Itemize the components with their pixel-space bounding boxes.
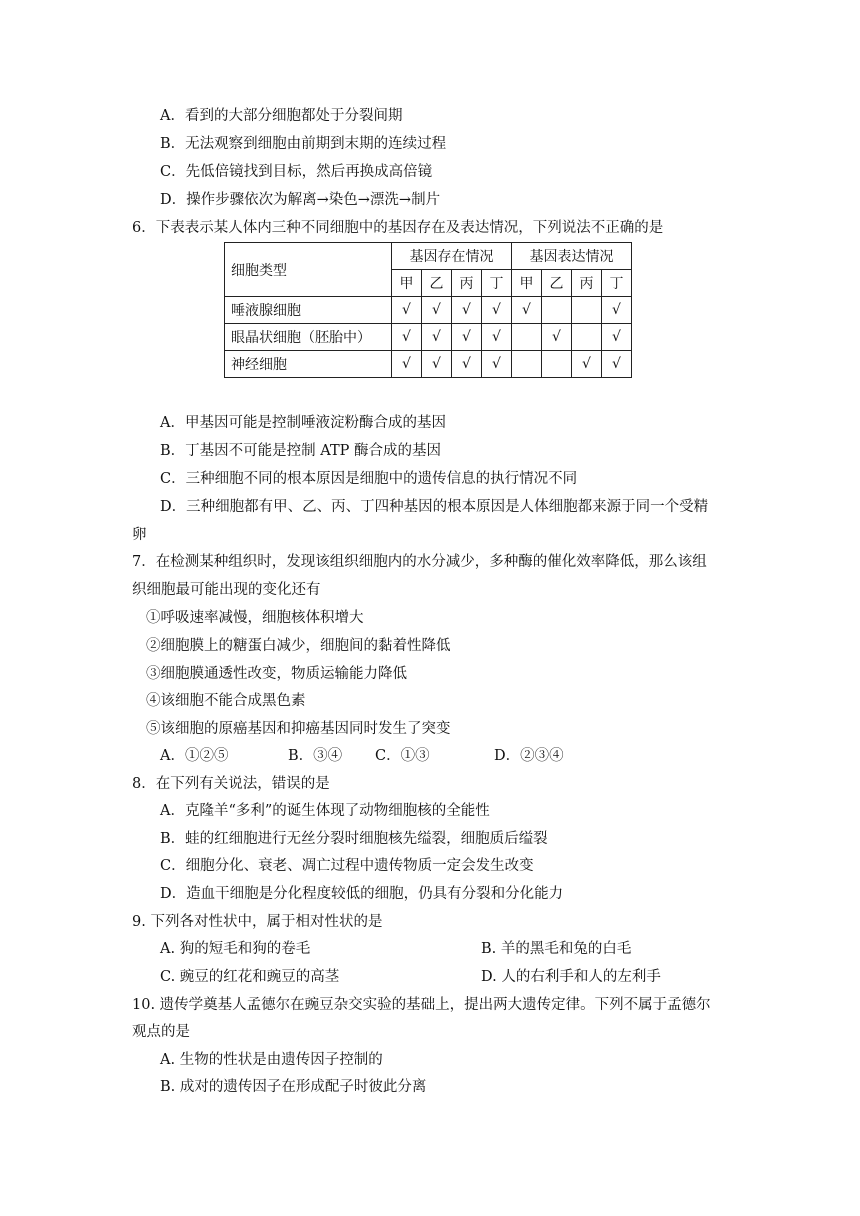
table-cell bbox=[512, 351, 542, 378]
gene-header: 丙 bbox=[452, 270, 482, 297]
table-row bbox=[225, 297, 632, 324]
table-cell bbox=[572, 297, 602, 324]
q7-item: ②细胞膜上的糖蛋白减少，细胞间的黏着性降低 bbox=[146, 638, 451, 654]
table-cell: √ bbox=[542, 324, 572, 351]
table-cell: √ bbox=[422, 351, 452, 378]
q6-option-b: B．丁基因不可能是控制 ATP 酶合成的基因 bbox=[160, 443, 441, 459]
table-cell bbox=[512, 324, 542, 351]
table-cell: √ bbox=[392, 297, 422, 324]
row-label: 眼晶状细胞（胚胎中） bbox=[225, 324, 392, 351]
table-row bbox=[225, 324, 632, 351]
group-header-existence: 基因存在情况 bbox=[392, 243, 512, 270]
table-cell bbox=[542, 351, 572, 378]
q8-option-d: D．造血干细胞是分化程度较低的细胞，仍具有分裂和分化能力 bbox=[160, 886, 564, 902]
row-label: 唾液腺细胞 bbox=[225, 297, 392, 324]
q7-answer-d: D．②③④ bbox=[494, 748, 564, 764]
q10-stem: 10. 遗传学奠基人孟德尔在豌豆杂交实验的基础上，提出两大遗传定律。下列不属于孟德尔 bbox=[132, 997, 711, 1013]
q7-answer-a: A．①②⑤ bbox=[160, 748, 229, 764]
table-cell: √ bbox=[422, 324, 452, 351]
q10-option-b: B. 成对的遗传因子在形成配子时彼此分离 bbox=[160, 1079, 427, 1095]
q7-answer-b: B．③④ bbox=[288, 748, 343, 764]
table-cell: √ bbox=[602, 351, 632, 378]
table-row bbox=[225, 351, 632, 378]
q5-option-b: B．无法观察到细胞由前期到末期的连续过程 bbox=[160, 136, 447, 152]
q9-stem: 9. 下列各对性状中，属于相对性状的是 bbox=[132, 914, 383, 930]
row-label: 神经细胞 bbox=[225, 351, 392, 378]
q6-option-d: D．三种细胞都有甲、乙、丙、丁四种基因的根本原因是人体细胞都来源于同一个受精 bbox=[160, 499, 709, 515]
table-corner-header: 细胞类型 bbox=[225, 243, 392, 297]
table-cell: √ bbox=[482, 297, 512, 324]
q5-option-c: C．先低倍镜找到目标，然后再换成高倍镜 bbox=[160, 164, 433, 180]
table-cell: √ bbox=[482, 351, 512, 378]
q9-option-d: D. 人的右利手和人的左利手 bbox=[481, 969, 661, 985]
table-cell: √ bbox=[602, 297, 632, 324]
q9-option-c: C. 豌豆的红花和豌豆的高茎 bbox=[160, 969, 340, 985]
q5-option-a: A．看到的大部分细胞都处于分裂间期 bbox=[160, 108, 403, 124]
q7-item: ⑤该细胞的原癌基因和抑癌基因同时发生了突变 bbox=[146, 721, 451, 737]
gene-header: 丙 bbox=[572, 270, 602, 297]
q8-stem: 8．在下列有关说法，错误的是 bbox=[132, 776, 330, 792]
gene-header: 乙 bbox=[422, 270, 452, 297]
table-cell: √ bbox=[452, 297, 482, 324]
q10-option-a: A. 生物的性状是由遗传因子控制的 bbox=[160, 1052, 383, 1068]
group-header-expression: 基因表达情况 bbox=[512, 243, 632, 270]
q8-option-b: B．蛙的红细胞进行无丝分裂时细胞核先缢裂，细胞质后缢裂 bbox=[160, 831, 548, 847]
q6-option-c: C．三种细胞不同的根本原因是细胞中的遗传信息的执行情况不同 bbox=[160, 471, 578, 487]
q7-item: ①呼吸速率减慢，细胞核体积增大 bbox=[146, 610, 364, 626]
q8-option-a: A．克隆羊“多利”的诞生体现了动物细胞核的全能性 bbox=[160, 803, 490, 819]
q6-stem: 6．下表表示某人体内三种不同细胞中的基因存在及表达情况，下列说法不正确的是 bbox=[132, 220, 664, 236]
gene-header: 乙 bbox=[542, 270, 572, 297]
table-cell: √ bbox=[452, 351, 482, 378]
gene-expression-table bbox=[224, 242, 632, 378]
table-cell: √ bbox=[392, 324, 422, 351]
table-cell bbox=[542, 297, 572, 324]
q9-option-b: B. 羊的黑毛和兔的白毛 bbox=[481, 941, 632, 957]
q9-option-a: A. 狗的短毛和狗的卷毛 bbox=[160, 941, 311, 957]
q6-option-d-wrap: 卵 bbox=[132, 527, 147, 543]
gene-header: 丁 bbox=[602, 270, 632, 297]
table-cell: √ bbox=[392, 351, 422, 378]
gene-header: 丁 bbox=[482, 270, 512, 297]
q8-option-c: C．细胞分化、衰老、凋亡过程中遗传物质一定会发生改变 bbox=[160, 858, 534, 874]
table-cell: √ bbox=[602, 324, 632, 351]
q6-option-a: A．甲基因可能是控制唾液淀粉酶合成的基因 bbox=[160, 415, 446, 431]
table-cell: √ bbox=[572, 351, 602, 378]
gene-header: 甲 bbox=[392, 270, 422, 297]
q7-answer-c: C．①③ bbox=[375, 748, 430, 764]
gene-header: 甲 bbox=[512, 270, 542, 297]
table-cell: √ bbox=[512, 297, 542, 324]
q7-stem-cont: 织细胞最可能出现的变化还有 bbox=[132, 582, 321, 598]
table-cell: √ bbox=[482, 324, 512, 351]
table-cell: √ bbox=[452, 324, 482, 351]
q5-option-d: D．操作步骤依次为解离→染色→漂洗→制片 bbox=[160, 192, 441, 208]
table-cell: √ bbox=[422, 297, 452, 324]
q7-stem: 7．在检测某种组织时，发现该组织细胞内的水分减少，多种酶的催化效率降低，那么该组 bbox=[132, 554, 707, 570]
q10-stem-cont: 观点的是 bbox=[132, 1024, 190, 1040]
q7-item: ④该细胞不能合成黑色素 bbox=[146, 693, 306, 709]
q7-item: ③细胞膜通透性改变，物质运输能力降低 bbox=[146, 666, 407, 682]
table-cell bbox=[572, 324, 602, 351]
